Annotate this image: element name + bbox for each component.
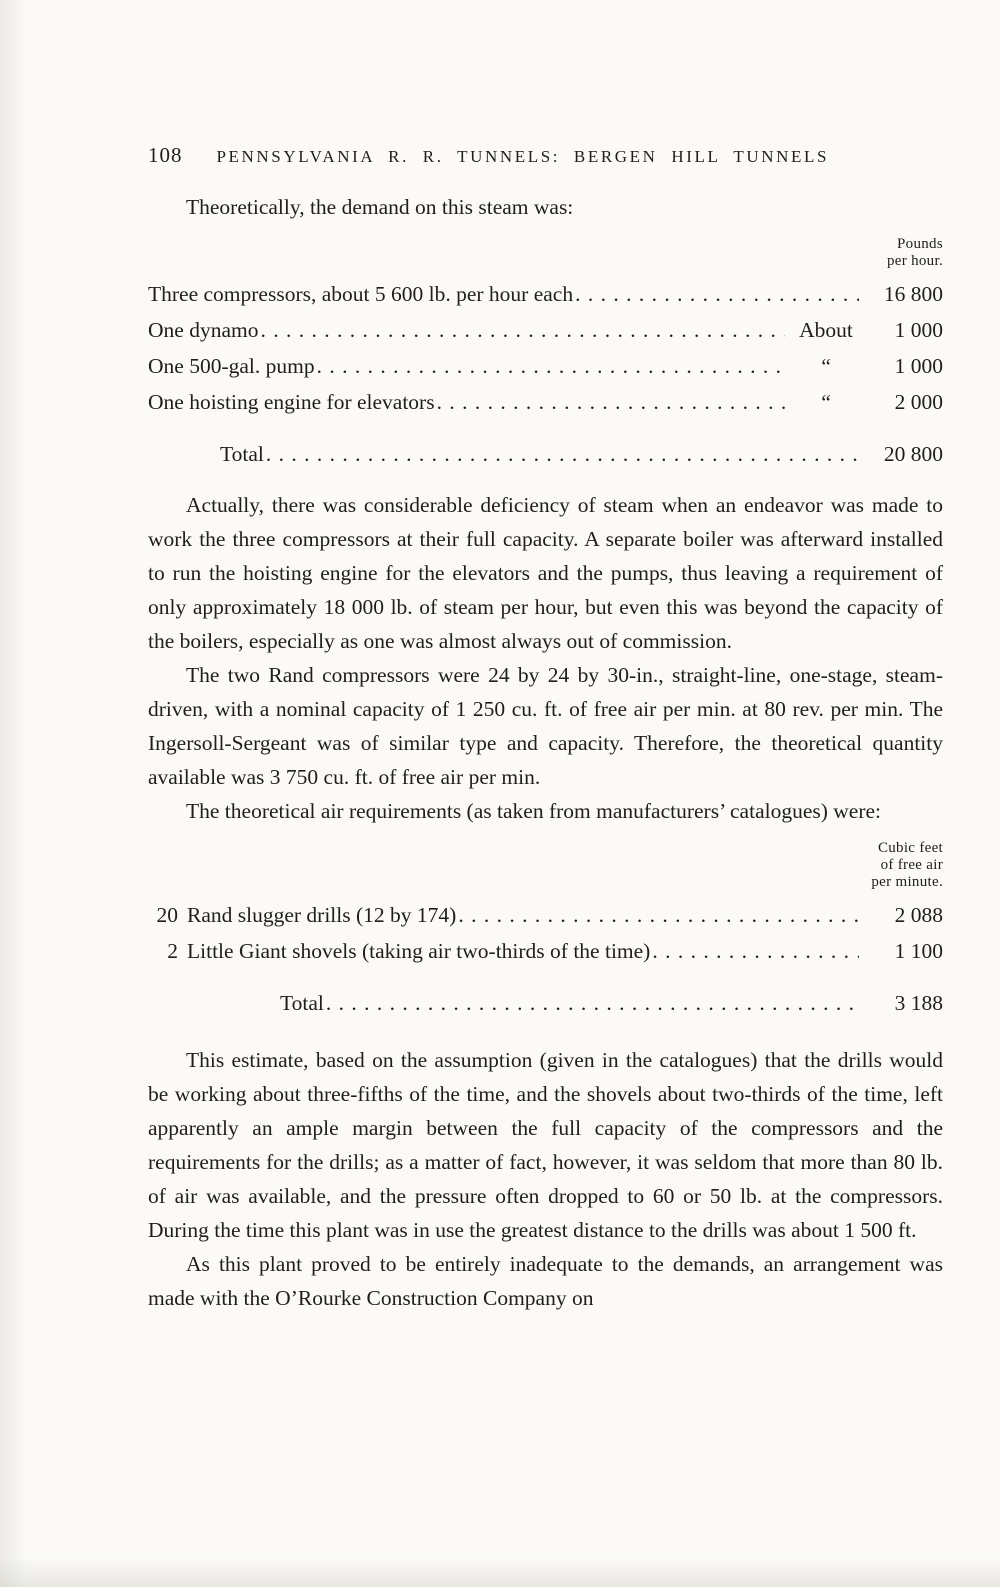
row-label: One hoisting engine for elevators: [148, 390, 435, 414]
row-value: 2 000: [894, 390, 943, 414]
paragraph-requirements: The theoretical air requirements (as taken from manufacturers’ catalogues) were:: [186, 799, 882, 823]
table-row: [148, 312, 943, 348]
row-label: Rand slugger drills (12 by 174): [187, 903, 457, 927]
row-count: 20: [156, 903, 178, 927]
row-qualifier: “: [821, 354, 831, 378]
row-label: One 500-gal. pump: [148, 354, 315, 378]
total-row: [148, 436, 943, 472]
table-row: [148, 276, 943, 312]
row-label: Three compressors, about 5 600 lb. per hour each: [148, 282, 574, 306]
unit-line: Pounds: [897, 236, 943, 252]
dot-leader: [437, 384, 785, 420]
table-unit-header: [148, 840, 943, 891]
unit-line: per minute.: [871, 874, 943, 890]
unit-line: of free air: [880, 857, 943, 873]
paragraph-estimate: This estimate, based on the assumption (given in the catalogues) that the drills would be working about three-fifths of the time, and the shovels about two-thirds of the time, left apparently an ample margin between the full capacity of the compressors and the requirements for the drills; as a matter of fact, however, it was seldom that more than 80 lb. of air was available, and the pressure often dropped to 60 or 50 lb. at the compressors. During the time this plant was in use the greatest distance to the drills was about 1 500 ft.: [148, 1048, 943, 1242]
total-label: Total: [220, 442, 264, 466]
table-row: [148, 933, 943, 969]
paragraph-intro: Theoretically, the demand on this steam was:: [186, 195, 574, 219]
row-qualifier: About: [799, 318, 853, 342]
row-value: 2 088: [894, 903, 943, 927]
unit-line: Cubic feet: [877, 840, 943, 856]
row-label: One dynamo: [148, 318, 259, 342]
unit-line: per hour.: [886, 253, 943, 269]
table-row: [148, 384, 943, 420]
paragraph-actually: Actually, there was considerable deficiency of steam when an endeavor was made to work the three compressors at their full capacity. A separate boiler was afterward installed to run the hoisting engine for the elevators and the pumps, thus leaving a requirement of only approximately 18 000 lb. of steam per hour, but even this was beyond the capacity of the boilers, especially as one was almost always out of commission.: [148, 493, 943, 653]
paragraph-compressors: The two Rand compressors were 24 by 24 by 30-in., straight-line, one-stage, steam-driven, with a nominal capacity of 1 250 cu. ft. of free air per min. at 80 rev. per min. The Ingersoll-Sergeant was of similar type and capacity. Therefore, the theoretical quantity available was 3 750 cu. ft. of free air per min.: [148, 663, 943, 789]
total-value: 20 800: [883, 442, 943, 466]
dot-leader: [652, 933, 859, 969]
table-unit-header: [148, 236, 943, 270]
steam-demand-table: [148, 236, 943, 472]
table-row: [148, 897, 943, 933]
total-row: [148, 985, 943, 1021]
table-row: [148, 348, 943, 384]
row-count: 2: [167, 939, 178, 963]
dot-leader: [458, 897, 859, 933]
dot-leader: [260, 312, 785, 348]
dot-leader: [317, 348, 785, 384]
total-value: 3 188: [894, 991, 943, 1015]
row-label: Little Giant shovels (taking air two-thirds of the time): [187, 939, 651, 963]
row-value: 1 100: [894, 939, 943, 963]
air-requirements-table: [148, 840, 943, 1021]
running-title: PENNSYLVANIA R. R. TUNNELS: BERGEN HILL TUNNELS: [216, 147, 830, 166]
row-value: 16 800: [883, 282, 943, 306]
page-number: 108: [148, 143, 183, 167]
dot-leader: [575, 276, 859, 312]
row-value: 1 000: [894, 318, 943, 342]
paragraph-inadequate: As this plant proved to be entirely inadequate to the demands, an arrangement was made with the O’Rourke Construction Company on: [148, 1252, 943, 1310]
dot-leader: [326, 985, 859, 1021]
page-header: [148, 138, 943, 174]
row-value: 1 000: [894, 354, 943, 378]
dot-leader: [266, 436, 859, 472]
row-qualifier: “: [821, 390, 831, 414]
total-label: Total: [280, 991, 324, 1015]
